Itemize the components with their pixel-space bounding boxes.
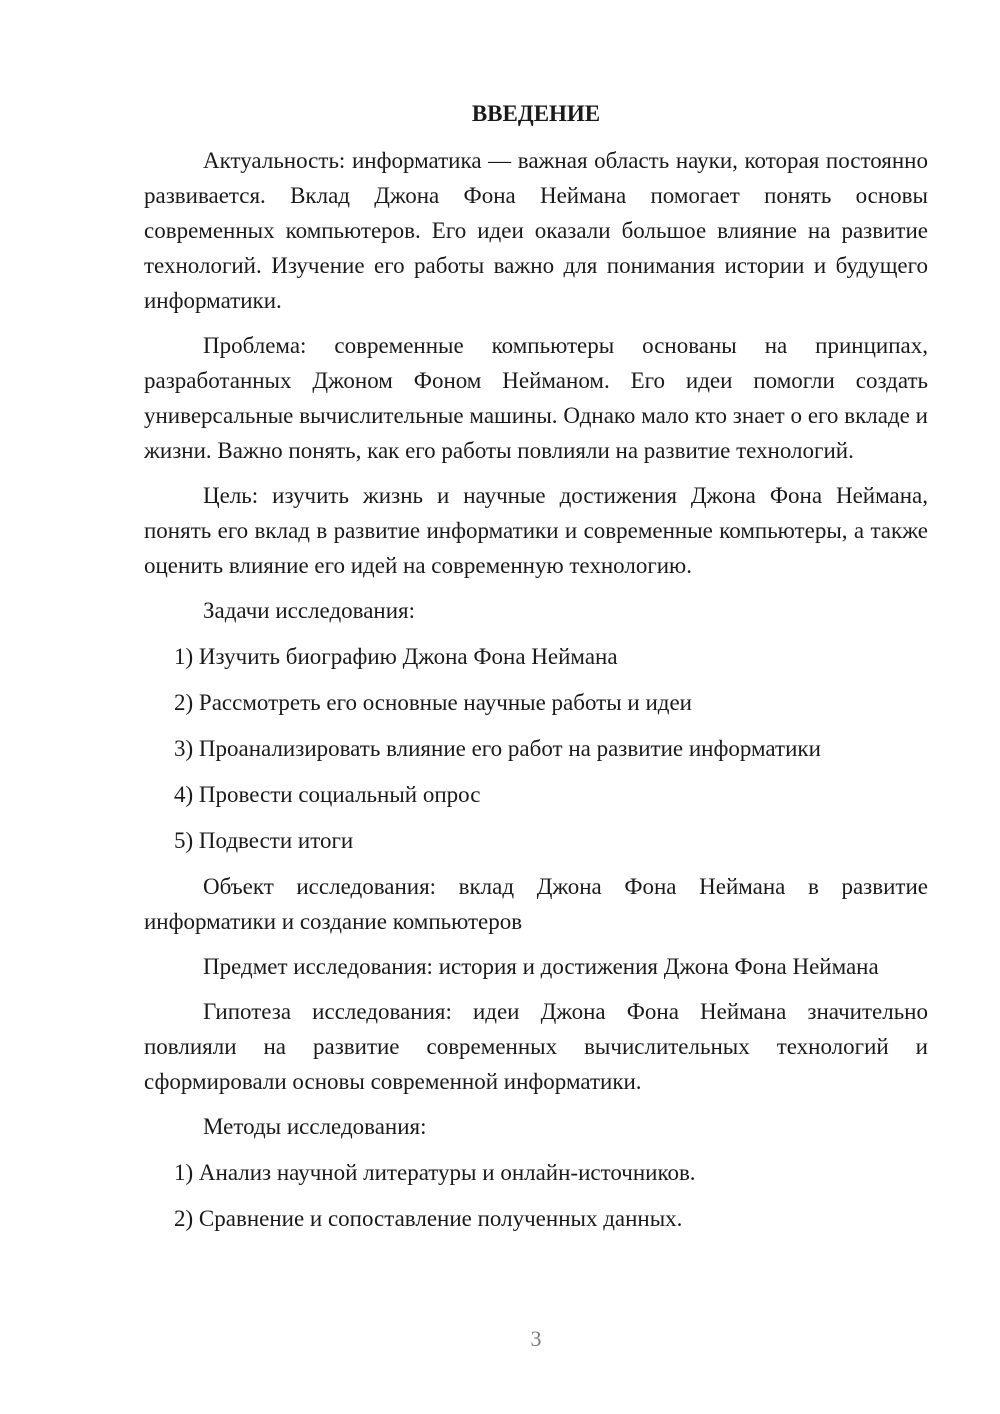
task-item: 5) Подвести итоги xyxy=(174,828,354,853)
relevance-paragraph: Актуальность: информатика — важная область науки, которая постоянно развивается. Вклад Джона Фона Неймана помогает понять основы современных компьютеров. Его идеи оказали большое влияние на развитие технологий. Изучение его работы важно для понимания истории и будущего информатики. xyxy=(144,148,928,313)
goal-paragraph: Цель: изучить жизнь и научные достижения Джона Фона Неймана, понять его вклад в развитие информатики и современные компьютеры, а также оценить влияние его идей на современную технологию. xyxy=(144,483,928,578)
hypothesis-paragraph: Гипотеза исследования: идеи Джона Фона Неймана значительно повлияли на развитие современных вычислительных технологий и сформировали основы современной информатики. xyxy=(144,999,928,1094)
task-item: 1) Изучить биографию Джона Фона Неймана xyxy=(174,644,618,669)
methods-heading: Методы исследования: xyxy=(203,1114,427,1139)
tasks-heading: Задачи исследования: xyxy=(203,598,416,623)
subject-paragraph: Предмет исследования: история и достижения Джона Фона Неймана xyxy=(203,954,879,979)
method-item: 2) Сравнение и сопоставление полученных данных. xyxy=(174,1206,683,1231)
page-number: 3 xyxy=(530,1326,542,1351)
task-item: 2) Рассмотреть его основные научные работы и идеи xyxy=(174,690,692,715)
object-paragraph: Объект исследования: вклад Джона Фона Неймана в развитие информатики и создание компьютеров xyxy=(144,874,928,934)
problem-paragraph: Проблема: современные компьютеры основаны на принципах, разработанных Джоном Фоном Нейманом. Его идеи помогли создать универсальные вычислительные машины. Однако мало кто знает о его вкладе и жизни. Важно понять, как его работы повлияли на развитие технологий. xyxy=(144,333,928,463)
task-item: 4) Провести социальный опрос xyxy=(174,782,481,807)
method-item: 1) Анализ научной литературы и онлайн-источников. xyxy=(174,1160,696,1185)
page-title: ВВЕДЕНИЕ xyxy=(471,101,601,126)
task-item: 3) Проанализировать влияние его работ на развитие информатики xyxy=(174,736,821,761)
page-content xyxy=(144,96,928,1247)
